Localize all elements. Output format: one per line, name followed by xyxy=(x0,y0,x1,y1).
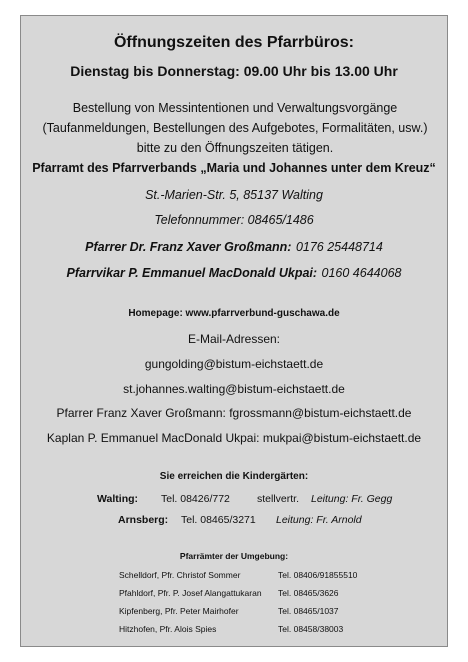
info-text: Bestellung von Messintentionen und Verwaltungsvorgänge (Taufanmeldungen, Bestellungen des Aufgebotes, Formalitäten, usw.) bitte zu den Öffnungszeiten tätigen. xyxy=(42,101,428,155)
neighbor-name: Kipfenberg, Pfr. Peter Mairhofer xyxy=(119,606,239,616)
kindergarten-place: Walting: xyxy=(97,493,139,505)
vicar-phone: 0160 4644068 xyxy=(321,266,402,280)
kindergarten-heading: Sie erreichen die Kindergärten: xyxy=(159,471,309,482)
kindergarten-lead-prefix: stellvertr. xyxy=(257,493,300,505)
parish-heading: Pfarramt des Pfarrverbands „Maria und Johannes unter dem Kreuz“ xyxy=(32,161,436,175)
email-address[interactable]: gungolding@bistum-eichstaett.de xyxy=(144,357,324,371)
pastor-label: Pfarrer Dr. Franz Xaver Großmann: xyxy=(85,240,292,254)
neighbor-name: Hitzhofen, Pfr. Alois Spies xyxy=(119,624,217,634)
kindergarten-lead: Leitung: Fr. Gegg xyxy=(311,493,393,505)
kindergarten-lead: Leitung: Fr. Arnold xyxy=(276,514,362,526)
vicar-label: Pfarrvikar P. Emmanuel MacDonald Ukpai: xyxy=(66,266,318,280)
neighbor-phone: Tel. 08465/3626 xyxy=(278,588,339,598)
kindergarten-place: Arnsberg: xyxy=(118,514,169,526)
neighbor-phone: Tel. 08465/1037 xyxy=(278,606,339,616)
email-address[interactable]: Kaplan P. Emmanuel MacDonald Ukpai: mukpai@bistum-eichstaett.de xyxy=(46,431,422,445)
pastor-phone: 0176 25448714 xyxy=(295,240,383,254)
pastor-contact xyxy=(21,238,447,256)
parish-address: St.-Marien-Str. 5, 85137 Walting xyxy=(145,188,323,202)
neighbors-heading: Pfarrämter der Umgebung: xyxy=(179,551,289,561)
homepage-link[interactable]: Homepage: www.pfarrverbund-guschawa.de xyxy=(128,308,340,319)
neighbor-phone: Tel. 08458/38003 xyxy=(278,624,344,634)
info-panel xyxy=(20,15,448,647)
email-heading: E-Mail-Adressen: xyxy=(187,332,281,346)
email-address[interactable]: Pfarrer Franz Xaver Großmann: fgrossmann@bistum-eichstaett.de xyxy=(56,406,412,420)
neighbor-name: Pfahldorf, Pfr. P. Josef Alangattukaran xyxy=(119,588,262,598)
email-address[interactable]: st.johannes.walting@bistum-eichstaett.de xyxy=(123,382,345,396)
neighbor-phone: Tel. 08406/91855510 xyxy=(278,570,358,580)
vicar-contact xyxy=(21,264,447,282)
kindergarten-phone: Tel. 08426/772 xyxy=(161,493,230,505)
parish-phone: Telefonnummer: 08465/1486 xyxy=(154,213,314,227)
page-title: Öffnungszeiten des Pfarrbüros: xyxy=(113,34,355,51)
office-hours: Dienstag bis Donnerstag: 09.00 Uhr bis 13.00 Uhr xyxy=(70,63,398,79)
kindergarten-phone: Tel. 08465/3271 xyxy=(181,514,256,526)
neighbor-name: Schelldorf, Pfr. Christof Sommer xyxy=(119,570,241,580)
